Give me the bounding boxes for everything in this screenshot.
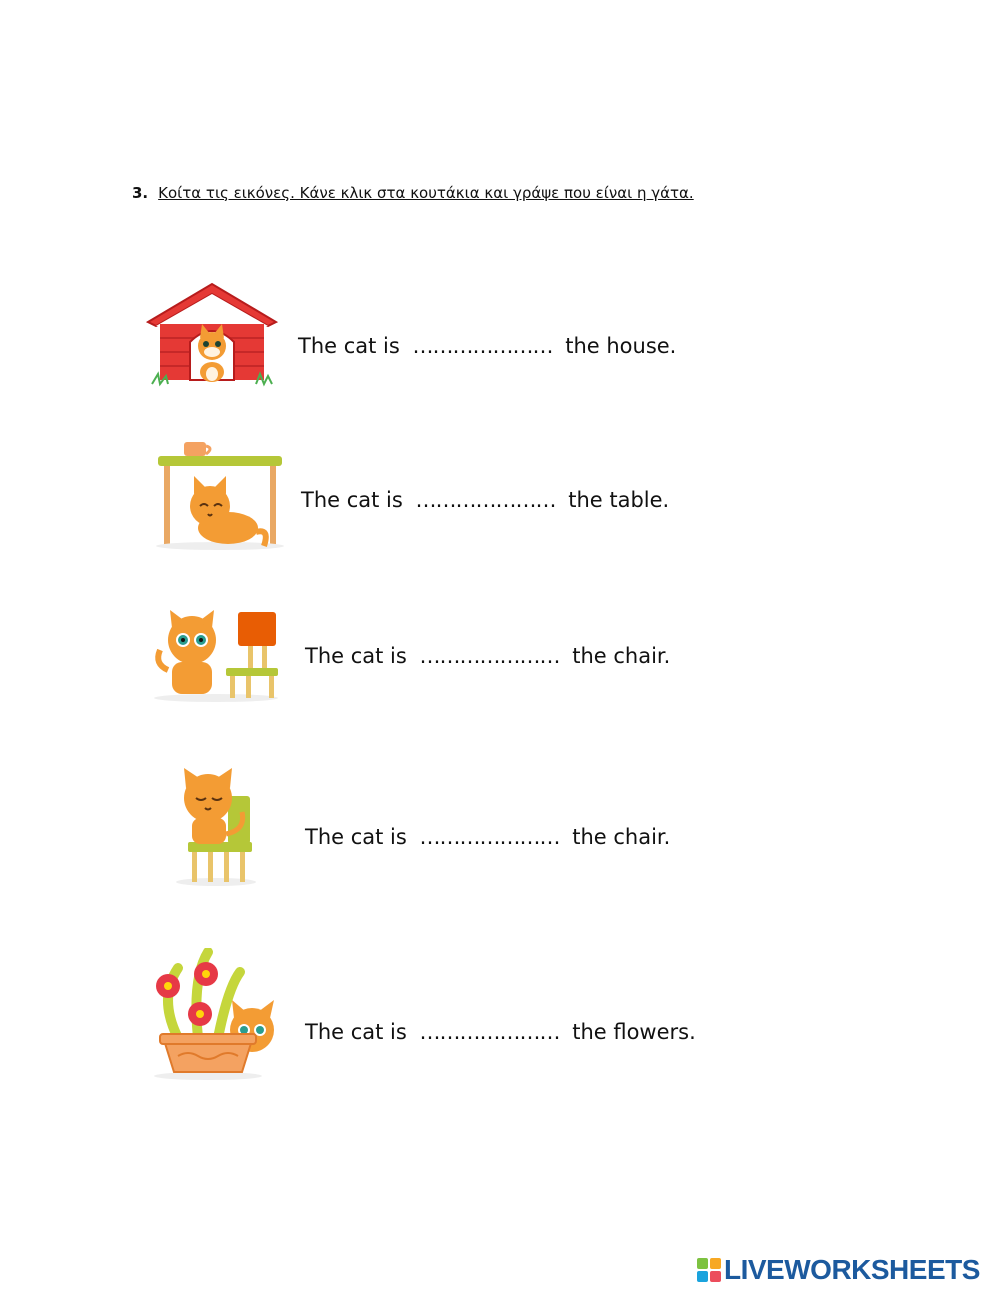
instruction <box>132 184 694 202</box>
sentence-prefix: The cat is <box>305 644 407 668</box>
answer-blank[interactable]: ………………… <box>415 488 556 512</box>
sentence-suffix: the chair. <box>572 825 671 849</box>
instruction-text: Κοίτα τις εικόνες. Κάνε κλικ στα κουτάκια και γράψε που είναι η γάτα. <box>158 184 694 202</box>
cat-behind-flowers-icon <box>148 948 278 1080</box>
exercise-row-5 <box>0 946 1000 1066</box>
answer-blank[interactable]: ………………… <box>419 1020 560 1044</box>
answer-blank[interactable]: ………………… <box>419 825 560 849</box>
brand-name: LIVEWORKSHEETS <box>724 1254 980 1285</box>
sentence <box>305 1020 696 1044</box>
exercise-row-2 <box>0 432 1000 552</box>
sentence-prefix: The cat is <box>305 1020 407 1044</box>
sentence-suffix: the house. <box>565 334 677 358</box>
sentence <box>301 488 669 512</box>
sentence <box>298 334 676 358</box>
answer-blank[interactable]: ………………… <box>412 334 553 358</box>
answer-blank[interactable]: ………………… <box>419 644 560 668</box>
cat-on-chair-icon <box>172 768 262 886</box>
liveworksheets-logo-icon <box>697 1258 721 1282</box>
instruction-number: 3. <box>132 184 149 202</box>
sentence-suffix: the flowers. <box>572 1020 696 1044</box>
sentence-prefix: The cat is <box>305 825 407 849</box>
liveworksheets-logo <box>697 1254 980 1286</box>
sentence <box>305 825 670 849</box>
sentence-prefix: The cat is <box>298 334 400 358</box>
cat-in-house-icon <box>144 280 280 392</box>
sentence-suffix: the table. <box>568 488 670 512</box>
exercise-row-1 <box>0 276 1000 396</box>
cat-next-to-chair-icon <box>150 610 284 702</box>
sentence-prefix: The cat is <box>301 488 403 512</box>
sentence-suffix: the chair. <box>572 644 671 668</box>
exercise-row-4 <box>0 766 1000 886</box>
cat-under-table-icon <box>154 436 286 552</box>
sentence <box>305 644 670 668</box>
exercise-row-3 <box>0 604 1000 724</box>
